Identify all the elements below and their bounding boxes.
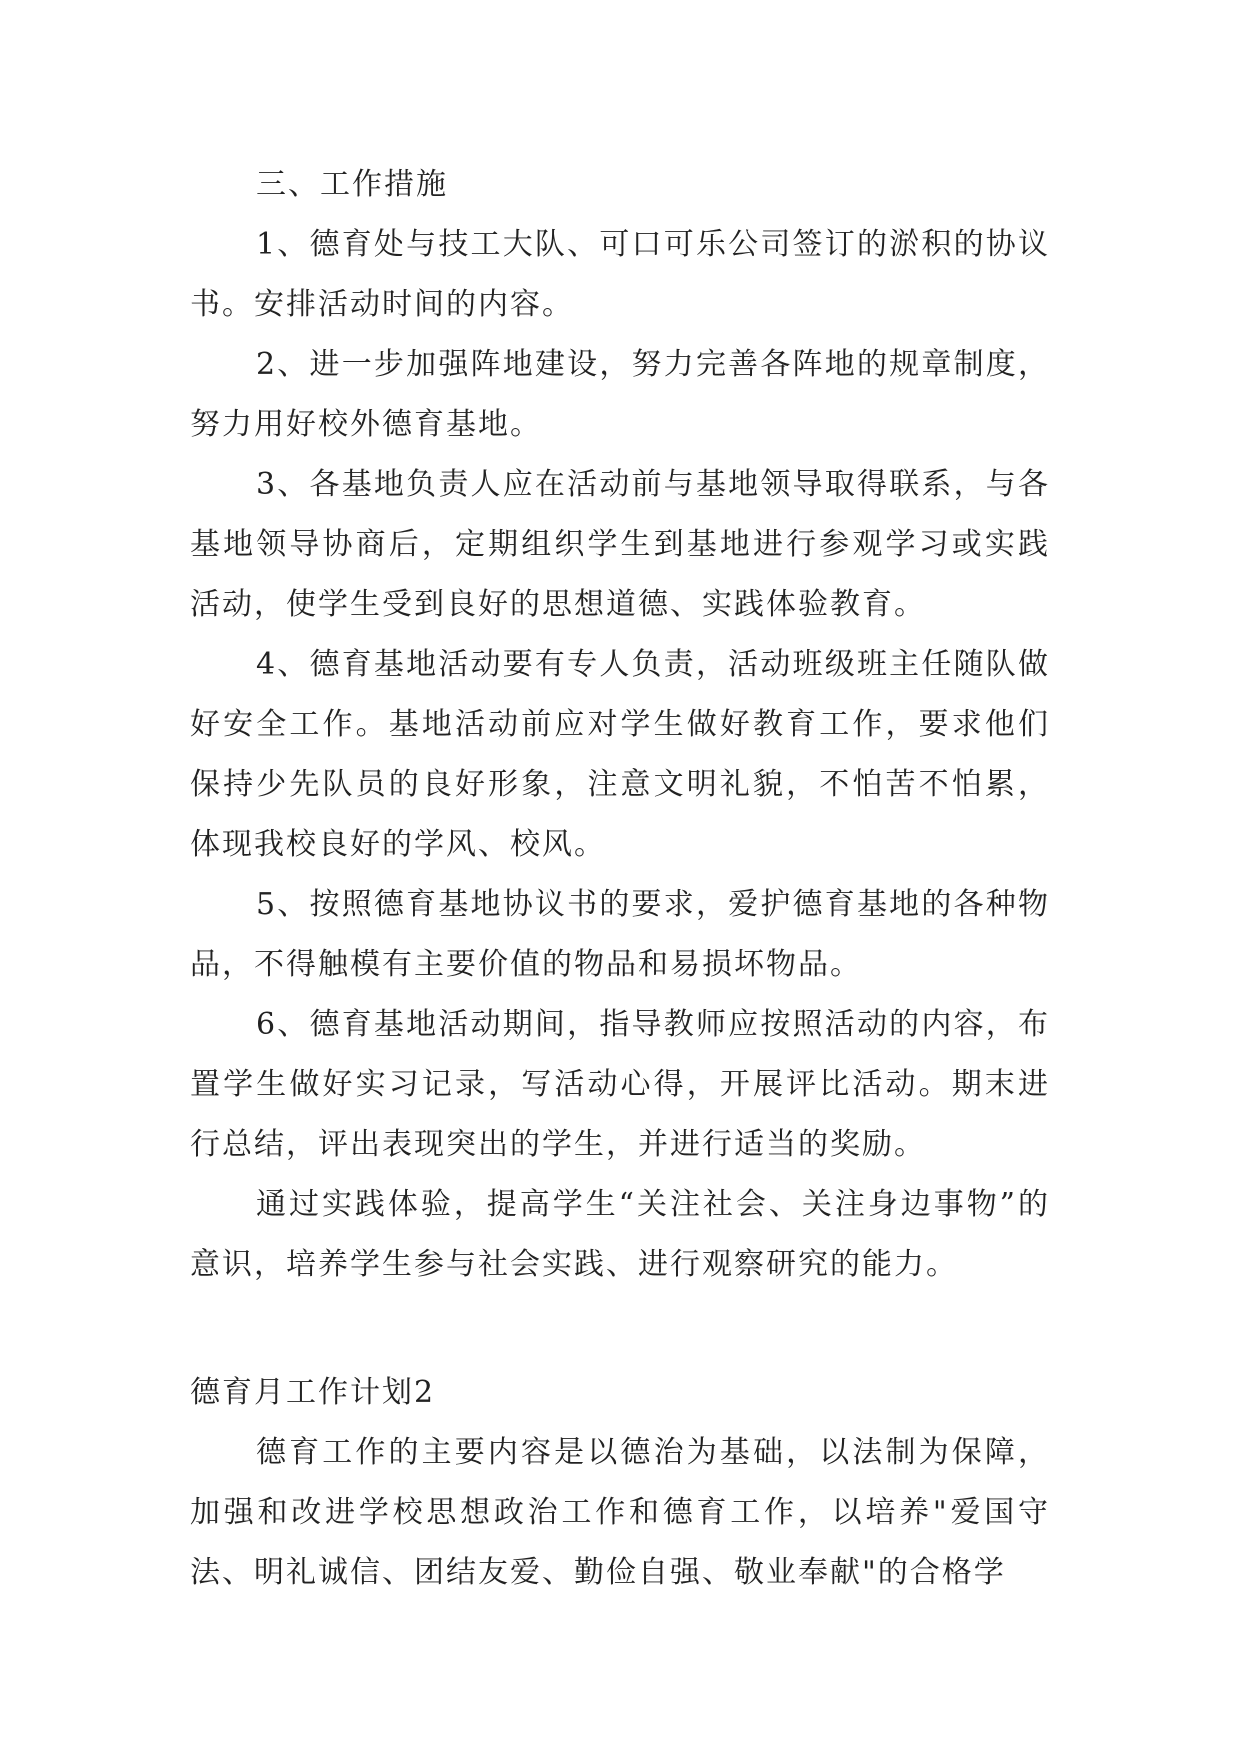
measure-item-2: 2、进一步加强阵地建设，努力完善各阵地的规章制度，努力用好校外德育基地。 — [190, 347, 1050, 442]
section-heading: 三、工作措施 — [256, 167, 448, 202]
plan2-intro-paragraph: 德育工作的主要内容是以德治为基础，以法制为保障，加强和改进学校思想政治工作和德育工作，以培养"爱国守法、明礼诚信、团结友爱、勤俭自强、敬业奉献"的合格学 — [190, 1435, 1050, 1590]
measure-item-3: 3、各基地负责人应在活动前与基地领导取得联系，与各基地领导协商后，定期组织学生到基地进行参观学习或实践活动，使学生受到良好的思想道德、实践体验教育。 — [190, 467, 1050, 622]
measure-item-4: 4、德育基地活动要有专人负责，活动班级班主任随队做好安全工作。基地活动前应对学生做好教育工作，要求他们保持少先队员的良好形象，注意文明礼貌，不怕苦不怕累，体现我校良好的学风、校风。 — [190, 647, 1050, 862]
document-body — [190, 155, 1050, 1603]
measure-item-6: 6、德育基地活动期间，指导教师应按照活动的内容，布置学生做好实习记录，写活动心得，开展评比活动。期末进行总结，评出表现突出的学生，并进行适当的奖励。 — [190, 1007, 1050, 1162]
measure-item-1: 1、德育处与技工大队、可口可乐公司签订的淤积的协议书。安排活动时间的内容。 — [190, 227, 1050, 322]
measure-item-5: 5、按照德育基地协议书的要求，爱护德育基地的各种物品，不得触模有主要价值的物品和易损坏物品。 — [190, 887, 1050, 982]
plan2-title: 德育月工作计划2 — [190, 1375, 436, 1410]
closing-paragraph: 通过实践体验，提高学生“关注社会、关注身边事物”的意识，培养学生参与社会实践、进行观察研究的能力。 — [190, 1187, 1050, 1282]
